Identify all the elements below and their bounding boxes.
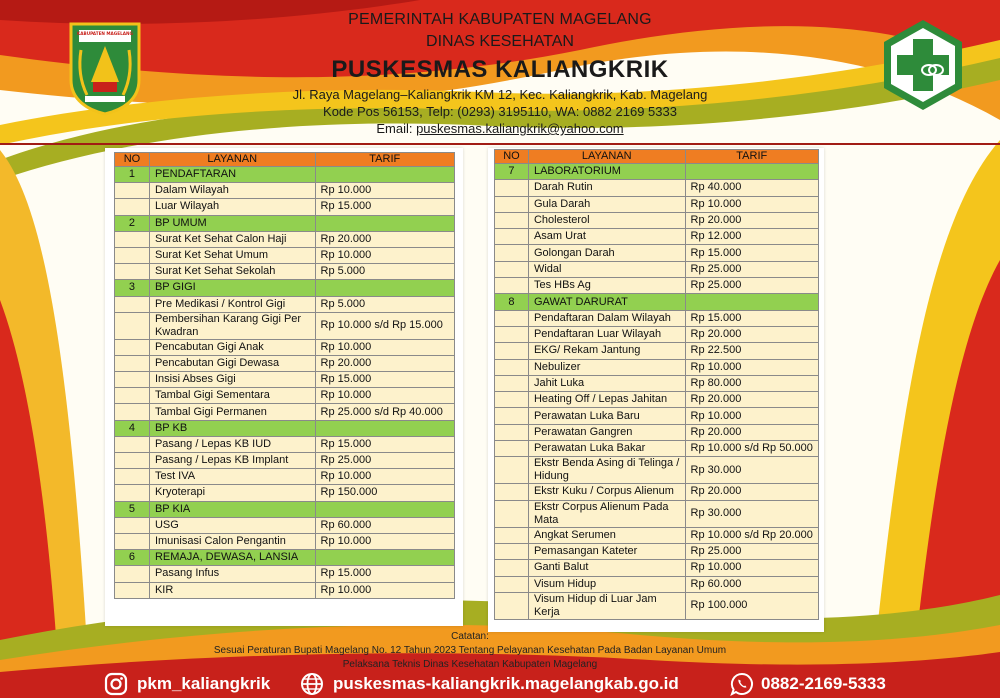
section-empty-cell bbox=[315, 280, 454, 296]
section-title: BP KB bbox=[149, 420, 315, 436]
col-layanan: LAYANAN bbox=[528, 150, 685, 164]
row-number-cell bbox=[495, 261, 529, 277]
section-empty-cell bbox=[315, 501, 454, 517]
tarif-cell: Rp 5.000 bbox=[315, 264, 454, 280]
header-pemerintah: PEMERINTAH KABUPATEN MAGELANG bbox=[348, 11, 652, 28]
row-number-cell bbox=[495, 278, 529, 294]
tarif-cell: Rp 10.000 bbox=[685, 196, 818, 212]
row-number-cell bbox=[495, 592, 529, 619]
layanan-cell: Pasang / Lepas KB IUD bbox=[149, 436, 315, 452]
tarif-cell: Rp 15.000 bbox=[685, 245, 818, 261]
row-number-cell bbox=[115, 312, 150, 339]
tarif-rows-right bbox=[495, 164, 819, 620]
row-number-cell bbox=[495, 576, 529, 592]
section-row bbox=[115, 280, 455, 296]
table-row bbox=[495, 500, 819, 527]
tarif-cell: Rp 25.000 s/d Rp 40.000 bbox=[315, 404, 454, 420]
layanan-cell: Pembersihan Karang Gigi Per Kwadran bbox=[149, 312, 315, 339]
header-divider bbox=[0, 143, 1000, 145]
table-row bbox=[115, 372, 455, 388]
tarif-cell: Rp 20.000 bbox=[685, 326, 818, 342]
tarif-cell: Rp 10.000 bbox=[315, 533, 454, 549]
table-row bbox=[495, 261, 819, 277]
tarif-cell: Rp 10.000 s/d Rp 15.000 bbox=[315, 312, 454, 339]
row-number-cell bbox=[115, 469, 150, 485]
row-number-cell bbox=[495, 500, 529, 527]
row-number-cell bbox=[115, 582, 150, 598]
layanan-cell: Ekstr Benda Asing di Telinga / Hidung bbox=[528, 457, 685, 484]
layanan-cell: USG bbox=[149, 517, 315, 533]
row-number-cell bbox=[495, 543, 529, 559]
tarif-cell: Rp 10.000 bbox=[315, 582, 454, 598]
layanan-cell: Visum Hidup bbox=[528, 576, 685, 592]
layanan-cell: Insisi Abses Gigi bbox=[149, 372, 315, 388]
section-empty-cell bbox=[315, 167, 454, 183]
layanan-cell: Gula Darah bbox=[528, 196, 685, 212]
table-row bbox=[115, 247, 455, 263]
table-row bbox=[495, 457, 819, 484]
section-row bbox=[115, 215, 455, 231]
table-row bbox=[115, 436, 455, 452]
layanan-cell: Surat Ket Sehat Umum bbox=[149, 247, 315, 263]
section-empty-cell bbox=[685, 294, 818, 310]
table-row bbox=[495, 196, 819, 212]
table-row bbox=[115, 566, 455, 582]
row-number-cell bbox=[495, 408, 529, 424]
tarif-cell: Rp 25.000 bbox=[315, 453, 454, 469]
tarif-cell: Rp 20.000 bbox=[685, 484, 818, 500]
col-tarif: TARIF bbox=[315, 153, 454, 167]
table-row bbox=[115, 582, 455, 598]
tarif-cell: Rp 15.000 bbox=[315, 566, 454, 582]
layanan-cell: Ganti Balut bbox=[528, 560, 685, 576]
section-title: REMAJA, DEWASA, LANSIA bbox=[149, 550, 315, 566]
layanan-cell: Imunisasi Calon Pengantin bbox=[149, 533, 315, 549]
header-puskesmas: PUSKESMAS KALIANGKRIK bbox=[331, 56, 669, 83]
layanan-cell: Jahit Luka bbox=[528, 375, 685, 391]
table-row bbox=[115, 355, 455, 371]
layanan-cell: Test IVA bbox=[149, 469, 315, 485]
row-number-cell bbox=[495, 343, 529, 359]
email-link[interactable]: puskesmas.kaliangkrik@yahoo.com bbox=[416, 121, 624, 136]
tarif-cell: Rp 12.000 bbox=[685, 229, 818, 245]
section-number: 7 bbox=[495, 164, 529, 180]
table-row bbox=[495, 392, 819, 408]
table-row bbox=[495, 229, 819, 245]
layanan-cell: Pencabutan Gigi Anak bbox=[149, 339, 315, 355]
section-empty-cell bbox=[315, 550, 454, 566]
row-number-cell bbox=[115, 436, 150, 452]
section-number: 4 bbox=[115, 420, 150, 436]
layanan-cell: Pre Medikasi / Kontrol Gigi bbox=[149, 296, 315, 312]
section-number: 5 bbox=[115, 501, 150, 517]
tarif-cell: Rp 60.000 bbox=[685, 576, 818, 592]
tarif-cell: Rp 100.000 bbox=[685, 592, 818, 619]
table-row bbox=[495, 576, 819, 592]
layanan-cell: EKG/ Rekam Jantung bbox=[528, 343, 685, 359]
row-number-cell bbox=[495, 196, 529, 212]
row-number-cell bbox=[495, 245, 529, 261]
table-row bbox=[495, 560, 819, 576]
table-row bbox=[495, 527, 819, 543]
layanan-cell: Darah Rutin bbox=[528, 180, 685, 196]
tarif-cell: Rp 10.000 bbox=[315, 469, 454, 485]
row-number-cell bbox=[115, 372, 150, 388]
footer-website[interactable] bbox=[300, 671, 730, 697]
row-number-cell bbox=[495, 424, 529, 440]
layanan-cell: Dalam Wilayah bbox=[149, 183, 315, 199]
row-number-cell bbox=[495, 212, 529, 228]
tarif-cell: Rp 20.000 bbox=[315, 231, 454, 247]
tarif-cell: Rp 25.000 bbox=[685, 543, 818, 559]
layanan-cell: Pasang / Lepas KB Implant bbox=[149, 453, 315, 469]
layanan-cell: Perawatan Luka Baru bbox=[528, 408, 685, 424]
layanan-cell: Surat Ket Sehat Calon Haji bbox=[149, 231, 315, 247]
section-empty-cell bbox=[315, 215, 454, 231]
header-email bbox=[0, 121, 1000, 136]
row-number-cell bbox=[495, 359, 529, 375]
layanan-cell: Tambal Gigi Sementara bbox=[149, 388, 315, 404]
tarif-cell: Rp 15.000 bbox=[315, 436, 454, 452]
layanan-cell: Pendaftaran Luar Wilayah bbox=[528, 326, 685, 342]
table-row bbox=[495, 441, 819, 457]
row-number-cell bbox=[495, 375, 529, 391]
table-row bbox=[115, 533, 455, 549]
table-row bbox=[495, 592, 819, 619]
header-address: Jl. Raya Magelang–Kaliangkrik KM 12, Kec. Kaliangkrik, Kab. Magelang bbox=[292, 87, 708, 102]
row-number-cell bbox=[495, 229, 529, 245]
layanan-cell: KIR bbox=[149, 582, 315, 598]
tarif-cell: Rp 15.000 bbox=[685, 310, 818, 326]
tarif-cell: Rp 10.000 s/d Rp 50.000 bbox=[685, 441, 818, 457]
section-number: 6 bbox=[115, 550, 150, 566]
table-row bbox=[495, 375, 819, 391]
puskesmas-logo-icon bbox=[880, 17, 966, 113]
row-number-cell bbox=[115, 533, 150, 549]
table-row bbox=[495, 543, 819, 559]
table-row bbox=[495, 180, 819, 196]
table-row bbox=[115, 453, 455, 469]
table-row bbox=[495, 212, 819, 228]
table-row bbox=[495, 484, 819, 500]
section-title: BP GIGI bbox=[149, 280, 315, 296]
table-row bbox=[115, 231, 455, 247]
row-number-cell bbox=[115, 485, 150, 501]
layanan-cell: Ekstr Kuku / Corpus Alienum bbox=[528, 484, 685, 500]
tarif-cell: Rp 25.000 bbox=[685, 261, 818, 277]
tarif-cell: Rp 10.000 bbox=[315, 339, 454, 355]
table-row bbox=[115, 469, 455, 485]
table-row bbox=[495, 245, 819, 261]
row-number-cell bbox=[495, 560, 529, 576]
letterhead bbox=[0, 0, 1000, 145]
tarif-cell: Rp 10.000 bbox=[685, 560, 818, 576]
section-empty-cell bbox=[685, 164, 818, 180]
tarif-table-right bbox=[494, 149, 819, 620]
table-row bbox=[115, 296, 455, 312]
row-number-cell bbox=[115, 453, 150, 469]
tarif-cell: Rp 20.000 bbox=[685, 424, 818, 440]
table-row bbox=[115, 517, 455, 533]
layanan-cell: Surat Ket Sehat Sekolah bbox=[149, 264, 315, 280]
tarif-cell: Rp 22.500 bbox=[685, 343, 818, 359]
tarif-rows-left bbox=[115, 167, 455, 599]
table-row bbox=[495, 326, 819, 342]
layanan-cell: Visum Hidup di Luar Jam Kerja bbox=[528, 592, 685, 619]
table-row bbox=[495, 343, 819, 359]
whatsapp-icon bbox=[730, 672, 754, 696]
table-row bbox=[495, 359, 819, 375]
tarif-cell: Rp 10.000 bbox=[685, 408, 818, 424]
tarif-cell: Rp 150.000 bbox=[315, 485, 454, 501]
row-number-cell bbox=[115, 355, 150, 371]
section-empty-cell bbox=[315, 420, 454, 436]
layanan-cell: Kryoterapi bbox=[149, 485, 315, 501]
table-row bbox=[115, 388, 455, 404]
tarif-cell: Rp 5.000 bbox=[315, 296, 454, 312]
row-number-cell bbox=[115, 247, 150, 263]
col-no: NO bbox=[115, 153, 150, 167]
layanan-cell: Pasang Infus bbox=[149, 566, 315, 582]
tarif-cell: Rp 40.000 bbox=[685, 180, 818, 196]
tarif-cell: Rp 15.000 bbox=[315, 372, 454, 388]
table-row bbox=[495, 310, 819, 326]
row-number-cell bbox=[115, 339, 150, 355]
tarif-cell: Rp 80.000 bbox=[685, 375, 818, 391]
section-row bbox=[115, 167, 455, 183]
social-footer bbox=[0, 668, 1000, 698]
globe-icon bbox=[300, 672, 324, 696]
section-title: GAWAT DARURAT bbox=[528, 294, 685, 310]
layanan-cell: Luar Wilayah bbox=[149, 199, 315, 215]
layanan-cell: Widal bbox=[528, 261, 685, 277]
tarif-cell: Rp 25.000 bbox=[685, 278, 818, 294]
section-number: 2 bbox=[115, 215, 150, 231]
tarif-cell: Rp 10.000 bbox=[685, 359, 818, 375]
row-number-cell bbox=[115, 404, 150, 420]
tarif-cell: Rp 10.000 s/d Rp 20.000 bbox=[685, 527, 818, 543]
section-number: 8 bbox=[495, 294, 529, 310]
layanan-cell: Golongan Darah bbox=[528, 245, 685, 261]
layanan-cell: Pemasangan Kateter bbox=[528, 543, 685, 559]
table-row bbox=[115, 485, 455, 501]
layanan-cell: Pendaftaran Dalam Wilayah bbox=[528, 310, 685, 326]
tarif-card-right bbox=[488, 148, 824, 632]
tarif-cell: Rp 20.000 bbox=[315, 355, 454, 371]
table-row bbox=[115, 199, 455, 215]
table-row bbox=[115, 339, 455, 355]
row-number-cell bbox=[495, 180, 529, 196]
section-title: BP UMUM bbox=[149, 215, 315, 231]
tarif-cell: Rp 30.000 bbox=[685, 500, 818, 527]
tarif-cell: Rp 10.000 bbox=[315, 247, 454, 263]
layanan-cell: Pencabutan Gigi Dewasa bbox=[149, 355, 315, 371]
section-number: 3 bbox=[115, 280, 150, 296]
section-row bbox=[495, 164, 819, 180]
table-row bbox=[495, 424, 819, 440]
section-title: LABORATORIUM bbox=[528, 164, 685, 180]
col-layanan: LAYANAN bbox=[149, 153, 315, 167]
table-row bbox=[115, 404, 455, 420]
instagram-handle: pkm_kaliangkrik bbox=[137, 674, 271, 693]
row-number-cell bbox=[115, 517, 150, 533]
row-number-cell bbox=[495, 326, 529, 342]
row-number-cell bbox=[495, 484, 529, 500]
layanan-cell: Tes HBs Ag bbox=[528, 278, 685, 294]
section-row bbox=[495, 294, 819, 310]
row-number-cell bbox=[115, 388, 150, 404]
website-url: puskesmas-kaliangkrik.magelangkab.go.id bbox=[333, 674, 679, 693]
table-row bbox=[115, 264, 455, 280]
layanan-cell: Perawatan Luka Bakar bbox=[528, 441, 685, 457]
tarif-cell: Rp 20.000 bbox=[685, 392, 818, 408]
col-no: NO bbox=[495, 150, 529, 164]
table-row bbox=[115, 183, 455, 199]
tarif-cell: Rp 10.000 bbox=[315, 388, 454, 404]
emblem-text: KABUPATEN MAGELANG bbox=[77, 31, 133, 36]
section-title: PENDAFTARAN bbox=[149, 167, 315, 183]
tarif-card-left bbox=[105, 148, 463, 626]
row-number-cell bbox=[115, 199, 150, 215]
layanan-cell: Perawatan Gangren bbox=[528, 424, 685, 440]
instagram-icon bbox=[104, 672, 128, 696]
tarif-cell: Rp 60.000 bbox=[315, 517, 454, 533]
header-contact: Kode Pos 56153, Telp: (0293) 3195110, WA: 0882 2169 5333 bbox=[323, 104, 677, 119]
row-number-cell bbox=[115, 264, 150, 280]
layanan-cell: Ekstr Corpus Alienum Pada Mata bbox=[528, 500, 685, 527]
layanan-cell: Heating Off / Lepas Jahitan bbox=[528, 392, 685, 408]
layanan-cell: Tambal Gigi Permanen bbox=[149, 404, 315, 420]
tarif-cell: Rp 20.000 bbox=[685, 212, 818, 228]
catatan-note bbox=[0, 629, 940, 672]
layanan-cell: Asam Urat bbox=[528, 229, 685, 245]
row-number-cell bbox=[115, 231, 150, 247]
tarif-cell: Rp 30.000 bbox=[685, 457, 818, 484]
table-row bbox=[115, 312, 455, 339]
table-row bbox=[495, 278, 819, 294]
table-row bbox=[495, 408, 819, 424]
row-number-cell bbox=[495, 392, 529, 408]
row-number-cell bbox=[495, 457, 529, 484]
catatan-label: Catatan: bbox=[451, 631, 489, 642]
section-number: 1 bbox=[115, 167, 150, 183]
row-number-cell bbox=[495, 441, 529, 457]
section-row bbox=[115, 550, 455, 566]
row-number-cell bbox=[115, 296, 150, 312]
row-number-cell bbox=[495, 310, 529, 326]
layanan-cell: Cholesterol bbox=[528, 212, 685, 228]
catatan-line1: Sesuai Peraturan Bupati Magelang No. 12 Tahun 2023 Tentang Pelayanan Kesehatan Pada Badan Layanan Umum bbox=[213, 645, 727, 656]
footer-whatsapp[interactable] bbox=[730, 671, 900, 697]
catatan-line2: Pelaksana Teknis Dinas Kesehatan Kabupaten Magelang bbox=[342, 659, 598, 670]
layanan-cell: Nebulizer bbox=[528, 359, 685, 375]
section-title: BP KIA bbox=[149, 501, 315, 517]
row-number-cell bbox=[115, 566, 150, 582]
row-number-cell bbox=[115, 183, 150, 199]
row-number-cell bbox=[495, 527, 529, 543]
tarif-table-left bbox=[114, 152, 455, 599]
email-label: Email: bbox=[376, 121, 417, 136]
layanan-cell: Angkat Serumen bbox=[528, 527, 685, 543]
section-row bbox=[115, 501, 455, 517]
col-tarif: TARIF bbox=[685, 150, 818, 164]
tarif-cell: Rp 15.000 bbox=[315, 199, 454, 215]
footer-instagram[interactable] bbox=[104, 671, 304, 697]
header-dinas: DINAS KESEHATAN bbox=[426, 33, 574, 50]
tarif-cell: Rp 10.000 bbox=[315, 183, 454, 199]
whatsapp-number: 0882-2169-5333 bbox=[761, 674, 886, 693]
section-row bbox=[115, 420, 455, 436]
